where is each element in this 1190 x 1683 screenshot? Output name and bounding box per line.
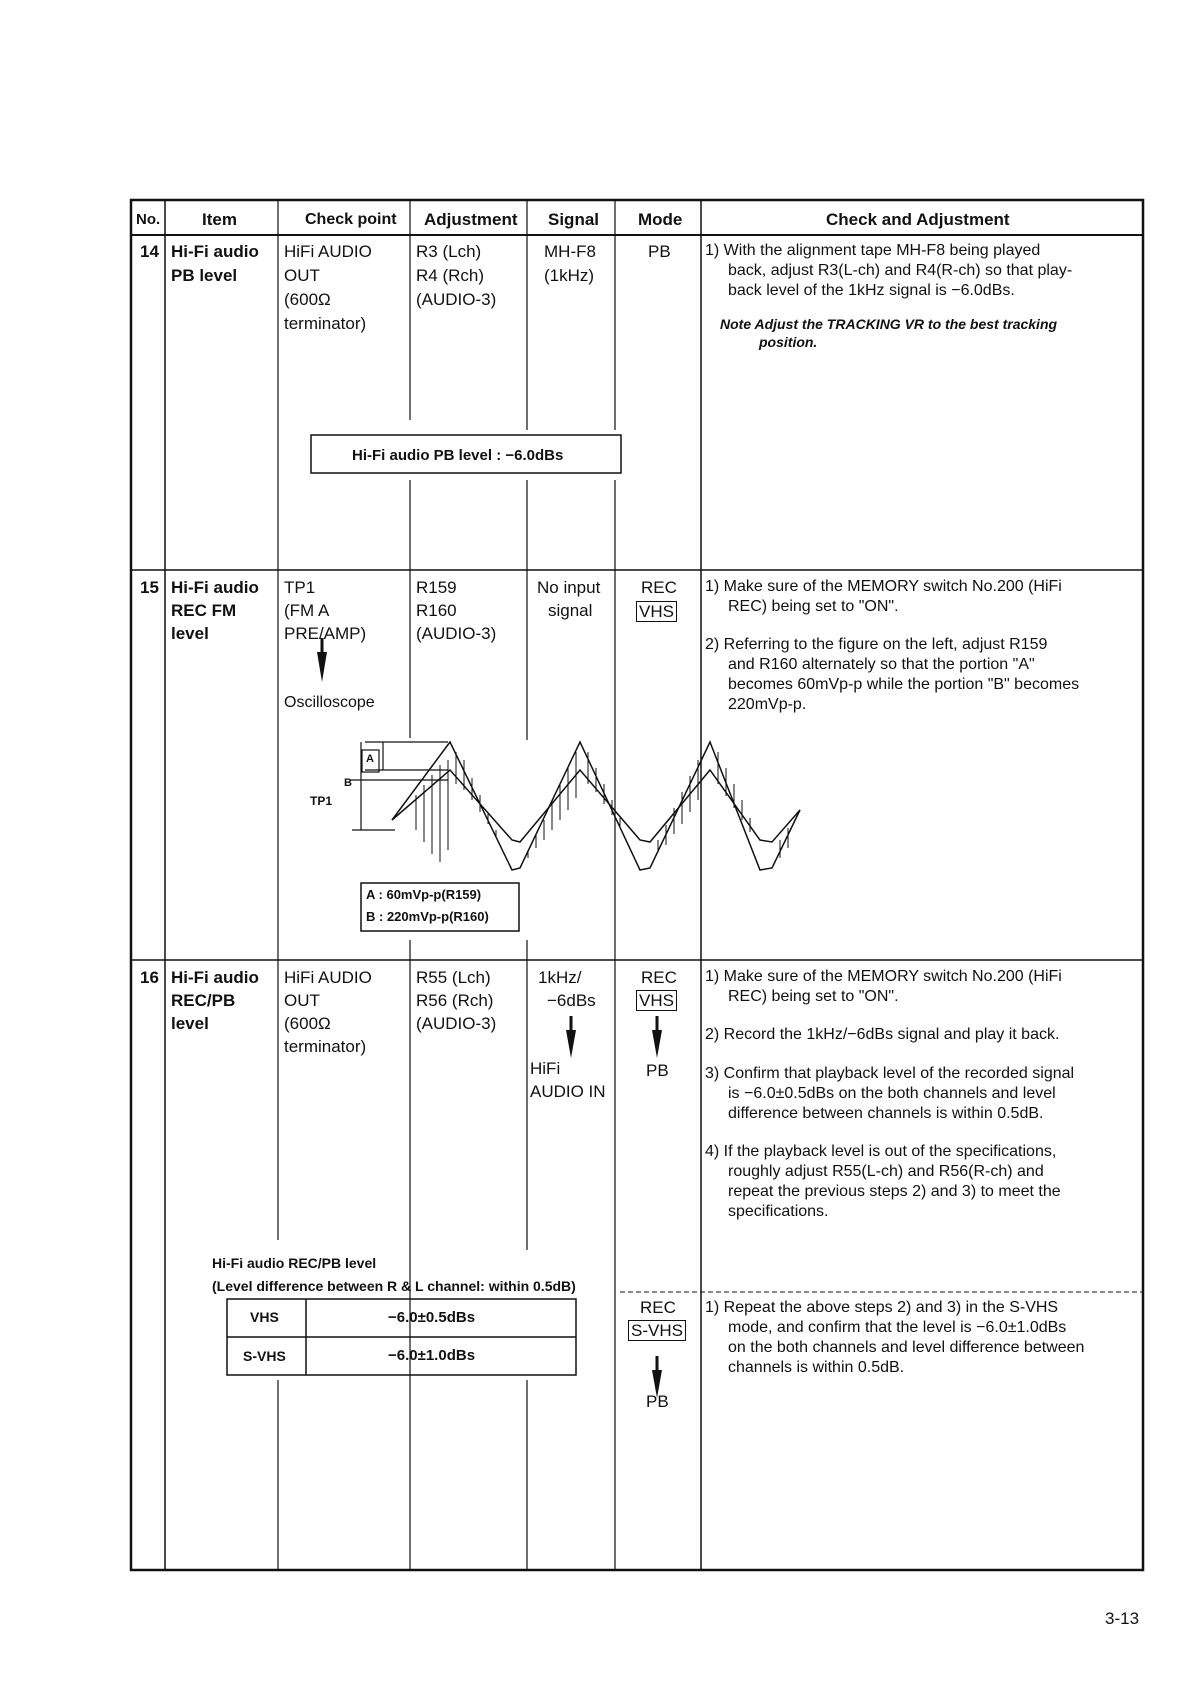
row16-adjustment-1: R55 (Lch) — [416, 968, 491, 987]
row16-adjustment-2: R56 (Rch) — [416, 991, 494, 1010]
svhs-step-1b: mode, and confirm that the level is −6.0±1.0dBs — [728, 1319, 1067, 1336]
spec-title-2: (Level difference between R & L channel: within 0.5dB) — [212, 1278, 576, 1294]
row16-signal-4: AUDIO IN — [530, 1082, 606, 1101]
header-check-point: Check point — [305, 211, 397, 228]
spec-title-1: Hi-Fi audio REC/PB level — [212, 1255, 377, 1271]
row14-signal-1: MH-F8 — [544, 242, 596, 261]
row15-step-1: 1) Make sure of the MEMORY switch No.200 (HiFi — [705, 578, 1062, 595]
svhs-step-1c: on the both channels and level difference between — [728, 1339, 1085, 1356]
row14-adjustment-3: (AUDIO-3) — [416, 290, 497, 309]
row16-checkpoint-3: (600Ω — [284, 1014, 331, 1033]
header-signal: Signal — [548, 210, 600, 229]
row16-mode-pb: PB — [646, 1061, 669, 1080]
row15-adjustment-2: R160 — [416, 601, 457, 620]
wave-label-b: B — [344, 777, 352, 789]
row15-checkpoint-3: PRE/AMP) — [284, 624, 367, 643]
wave-label-a: A — [366, 753, 374, 765]
row14-signal-2: (1kHz) — [544, 266, 595, 285]
row14-checkpoint-3: (600Ω — [284, 290, 331, 309]
row16-item-line2: REC/PB — [171, 991, 236, 1010]
row15-mode-vhs: VHS — [636, 601, 677, 622]
wave-label-tp1: TP1 — [310, 794, 333, 808]
row16-adjustment-3: (AUDIO-3) — [416, 1014, 497, 1033]
row15-checkpoint-1: TP1 — [284, 578, 316, 597]
row15-adjustment-1: R159 — [416, 578, 457, 597]
spec-vhs-mode: VHS — [250, 1309, 279, 1325]
row14-spec-box: Hi-Fi audio PB level : −6.0dBs — [352, 447, 564, 464]
row16-step-3c: difference between channels is within 0.5dB. — [728, 1105, 1044, 1122]
row16-step-1b: REC) being set to "ON". — [728, 988, 899, 1005]
oscilloscope-waveform — [350, 742, 800, 870]
row15-checkpoint-2: (FM A — [284, 601, 330, 620]
header-check-adjustment: Check and Adjustment — [826, 210, 1010, 229]
row16-checkpoint-2: OUT — [284, 991, 320, 1010]
row16-step-4: 4) If the playback level is out of the specifications, — [705, 1143, 1057, 1160]
row14-item-line2: PB level — [171, 266, 238, 285]
row15-step-2: 2) Referring to the figure on the left, adjust R159 — [705, 636, 1048, 653]
row16-signal-3: HiFi — [530, 1059, 561, 1078]
row15-mode-rec: REC — [641, 578, 677, 597]
legend-b: B : 220mVp-p(R160) — [366, 909, 489, 924]
row14-adjustment-2: R4 (Rch) — [416, 266, 485, 285]
row16-step-4d: specifications. — [728, 1203, 829, 1220]
row15-signal-2: signal — [548, 601, 593, 620]
row16-checkpoint-4: terminator) — [284, 1037, 367, 1056]
row15-no: 15 — [140, 578, 159, 597]
row14-adjustment-1: R3 (Lch) — [416, 242, 482, 261]
row15-adjustment-3: (AUDIO-3) — [416, 624, 497, 643]
page-number: 3-13 — [1105, 1609, 1140, 1628]
row14-note-2: position. — [759, 334, 818, 350]
row16-checkpoint-1: HiFi AUDIO — [284, 968, 372, 987]
header-item: Item — [202, 210, 237, 229]
spec-svhs-value: −6.0±1.0dBs — [388, 1347, 476, 1364]
row14-checkpoint-4: terminator) — [284, 314, 367, 333]
row16-step-2: 2) Record the 1kHz/−6dBs signal and play it back. — [705, 1026, 1060, 1043]
row16-signal-2: −6dBs — [547, 991, 596, 1010]
row15-step-2c: becomes 60mVp-p while the portion "B" becomes — [728, 676, 1080, 693]
row15-item-line3: level — [171, 624, 209, 643]
header-mode: Mode — [638, 210, 683, 229]
spec-vhs-value: −6.0±0.5dBs — [388, 1309, 476, 1326]
row14-no: 14 — [140, 242, 159, 261]
row16-step-3: 3) Confirm that playback level of the recorded signal — [705, 1065, 1075, 1082]
svhs-step-1: 1) Repeat the above steps 2) and 3) in the S-VHS — [705, 1299, 1059, 1316]
row16-mode-rec: REC — [641, 968, 677, 987]
row16-step-1: 1) Make sure of the MEMORY switch No.200 (HiFi — [705, 968, 1062, 985]
row14-checkpoint-2: OUT — [284, 266, 320, 285]
row16-item-line1: Hi-Fi audio — [171, 968, 259, 987]
row15-checkpoint-4: Oscilloscope — [284, 694, 375, 711]
header-adjustment: Adjustment — [424, 210, 518, 229]
row14-step-1c: back level of the 1kHz signal is −6.0dBs. — [728, 282, 1015, 299]
row15-step-1b: REC) being set to "ON". — [728, 598, 899, 615]
svhs-mode-svhs: S-VHS — [628, 1320, 686, 1341]
row15-signal-1: No input — [537, 578, 601, 597]
row15-item-line1: Hi-Fi audio — [171, 578, 259, 597]
row14-step-1b: back, adjust R3(L-ch) and R4(R-ch) so that play- — [728, 262, 1073, 279]
svhs-mode-rec: REC — [640, 1298, 676, 1317]
row14-mode: PB — [648, 242, 671, 261]
row14-checkpoint-1: HiFi AUDIO — [284, 242, 372, 261]
row16-item-line3: level — [171, 1014, 209, 1033]
row16-mode-vhs: VHS — [636, 990, 677, 1011]
svhs-step-1d: channels is within 0.5dB. — [728, 1359, 905, 1376]
row16-no: 16 — [140, 968, 159, 987]
row15-step-2b: and R160 alternately so that the portion "A" — [728, 656, 1035, 673]
svhs-mode-pb: PB — [646, 1392, 669, 1411]
row14-item-line1: Hi-Fi audio — [171, 242, 259, 261]
row15-item-line2: REC FM — [171, 601, 237, 620]
row16-step-4c: repeat the previous steps 2) and 3) to meet the — [728, 1183, 1061, 1200]
header-no: No. — [136, 211, 161, 228]
row15-step-2d: 220mVp-p. — [728, 696, 807, 713]
row14-step-1: 1) With the alignment tape MH-F8 being played — [705, 242, 1041, 259]
row16-step-3b: is −6.0±0.5dBs on the both channels and level — [728, 1085, 1056, 1102]
row14-note-1: Note Adjust the TRACKING VR to the best tracking — [720, 316, 1058, 332]
legend-a: A : 60mVp-p(R159) — [366, 887, 482, 902]
row16-signal-1: 1kHz/ — [538, 968, 582, 987]
spec-svhs-mode: S-VHS — [243, 1348, 286, 1364]
row16-step-4b: roughly adjust R55(L-ch) and R56(R-ch) and — [728, 1163, 1044, 1180]
